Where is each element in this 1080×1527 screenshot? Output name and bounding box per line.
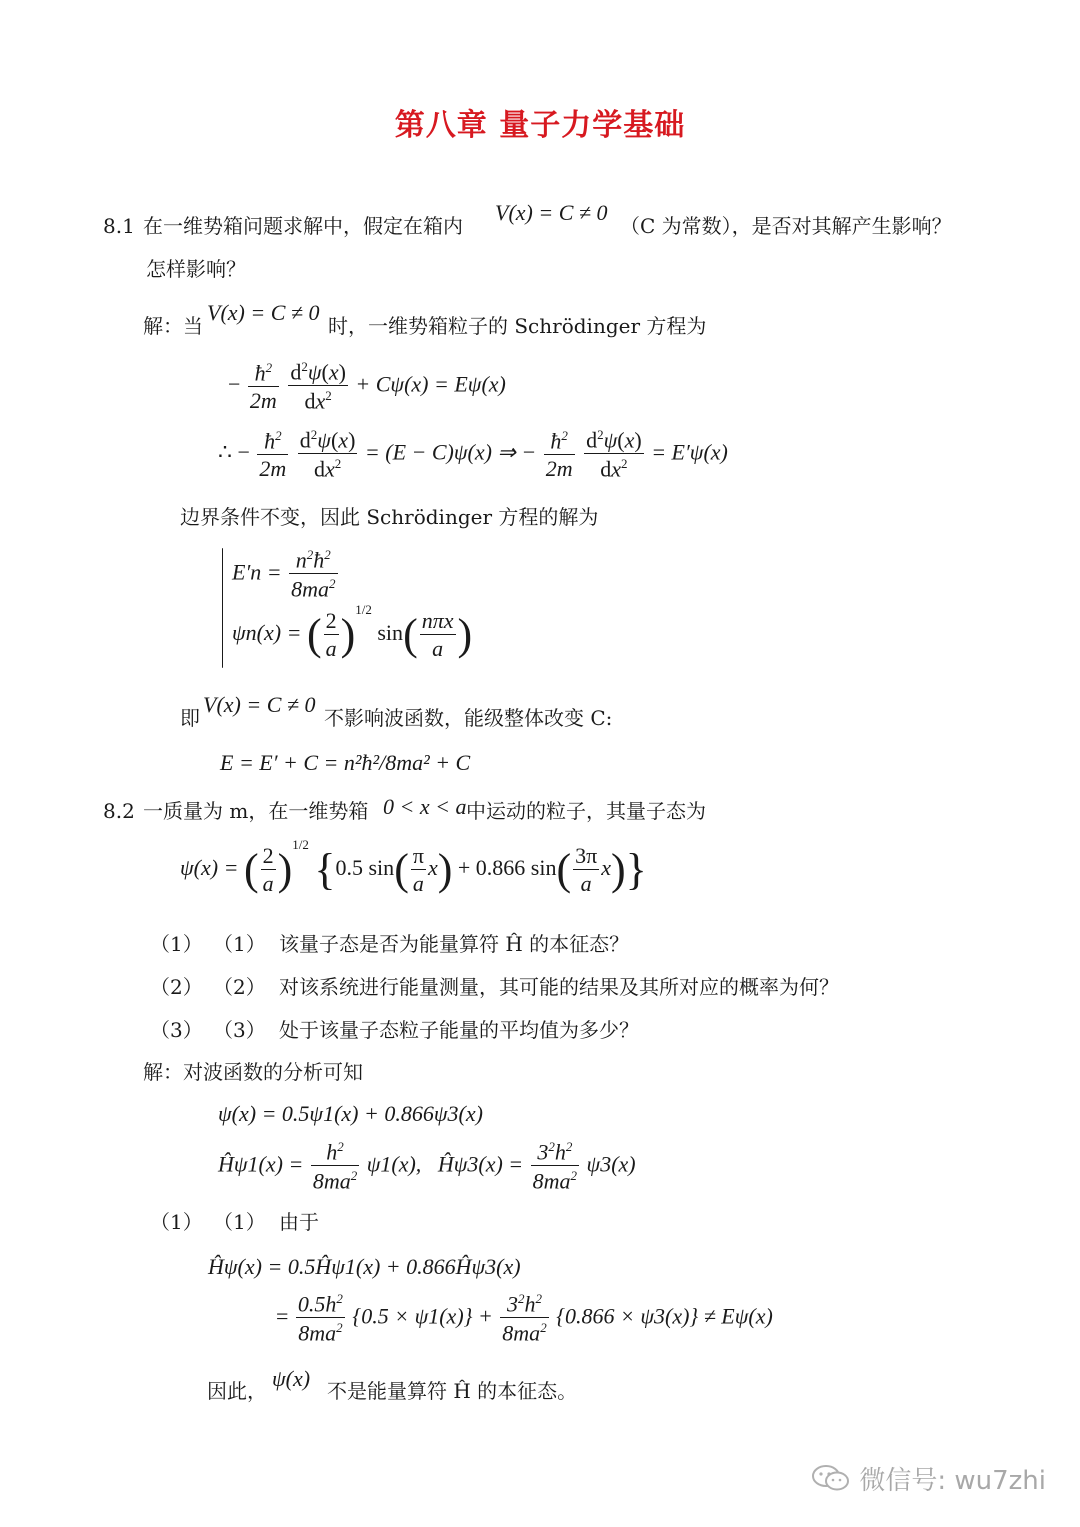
hamiltonian-action: Ĥψ(x) = 0.5Ĥψ1(x) + 0.866Ĥψ3(x): [208, 1254, 521, 1279]
final-prefix: 因此，: [207, 1379, 267, 1403]
equals-sign: =: [276, 1303, 289, 1329]
wechat-watermark: [811, 1460, 1046, 1500]
condition-formula: V(x) = C ≠ 0: [207, 300, 320, 325]
wechat-icon: [811, 1463, 851, 1500]
item-number: （2）: [150, 975, 203, 999]
range-formula: 0 < x < a: [383, 794, 467, 819]
question-text: 一质量为 m，在一维势箱: [143, 799, 369, 823]
watermark-text: 微信号: wu7zhi: [859, 1466, 1046, 1496]
system-brace: [222, 548, 223, 668]
equation-end: = E′ψ(x): [651, 439, 728, 465]
result-term-2: {0.866 × ψ3(x)} ≠ Eψ(x): [556, 1303, 773, 1329]
therefore-symbol: ∴ −: [218, 439, 250, 465]
energy-lhs: E′n =: [232, 559, 282, 585]
question-number: 8.1: [103, 214, 135, 238]
conclusion-text: 不影响波函数，能级整体改变 C:: [324, 706, 613, 730]
h1-lhs: Ĥψ1(x) =: [218, 1151, 304, 1177]
conclusion-label: 即: [180, 706, 200, 730]
wave-term-1: 0.5 sin: [335, 855, 395, 881]
sin-function: sin: [377, 620, 404, 646]
question-text: （C 为常数），是否对其解产生影响？: [620, 214, 952, 238]
hamiltonian-result: = $\frac{0.5h^2}{8ma^2}$ {0.5 × ψ1(x)} + $\frac{3^2h^2}{8ma^2}$ {0.866 × ψ3(x)} ≠ Eψ(x): [276, 1291, 773, 1346]
item-number: （2）: [213, 975, 266, 999]
item-text: 该量子态是否为能量算符 Ĥ 的本征态？: [279, 932, 630, 956]
item-number: （1）: [150, 932, 203, 956]
item-text: 对该系统进行能量测量，其可能的结果及其所对应的概率为何？: [279, 975, 839, 999]
item-text: 由于: [279, 1210, 319, 1234]
schrodinger-equation: − $\frac{ħ^2}{2m}$ $\frac{d^2\psi(x)}{dx^2}$ + Cψ(x) = Eψ(x): [228, 359, 506, 414]
condition-formula: V(x) = C ≠ 0: [203, 692, 316, 717]
final-text: 不是能量算符 Ĥ 的本征态。: [327, 1379, 578, 1403]
item-number: （3）: [150, 1018, 203, 1042]
question-number: 8.2: [103, 799, 135, 823]
item-number: （1）: [150, 1210, 203, 1234]
equation-middle: = (E − C)ψ(x) ⇒ −: [364, 439, 537, 465]
solution-text: 时，一维势箱粒子的 Schrödinger 方程为: [328, 314, 707, 338]
wave-term-2: + 0.866 sin: [457, 855, 557, 881]
h3-lhs: Ĥψ3(x) =: [437, 1151, 524, 1177]
question-text: 在一维势箱问题求解中，假定在箱内: [143, 214, 463, 238]
wavefunction-equation: ψ(x) = ( $\frac{2}{a}$ )$^{1/2}$ {0.5 sin( $\frac{\pi}{a}$ x) + 0.866 sin( $\frac{3\pi}{a}$ x)}: [180, 836, 647, 896]
condition-formula: V(x) = C ≠ 0: [495, 200, 608, 225]
question-text: 怎样影响？: [146, 257, 246, 281]
boundary-text: 边界条件不变，因此 Schrödinger 方程的解为: [180, 505, 599, 529]
item-text: 处于该量子态粒子能量的平均值为多少？: [279, 1018, 639, 1042]
final-psi: ψ(x): [272, 1366, 311, 1391]
wavefunction-solution: ψn(x) = ( $\frac{2}{a}$ )$^{1/2}$ sin( $\frac{\text{nπx}}{a}$ ): [232, 601, 473, 661]
h1-rhs: ψ1(x),: [366, 1151, 422, 1177]
wavefunction-lhs: ψn(x) =: [232, 620, 302, 646]
question-text: 中运动的粒子，其量子态为: [466, 799, 706, 823]
hamiltonian-equations: Ĥψ1(x) = $\frac{h^2}{8ma^2}$ ψ1(x), Ĥψ3(x) = $\frac{3^2h^2}{8ma^2}$ ψ3(x): [218, 1139, 636, 1194]
wavefunction-lhs: ψ(x) =: [180, 855, 239, 881]
energy-solution: E′n = $\frac{n^2ħ^2}{8ma^2}$: [232, 547, 336, 602]
h3-rhs: ψ3(x): [586, 1151, 636, 1177]
item-number: （3）: [213, 1018, 266, 1042]
transformed-equation: ∴ − $\frac{ħ^2}{2m}$ $\frac{d^2\psi(x)}{dx^2}$ = (E − C)ψ(x) ⇒ − $\frac{ħ^2}{2m}$ $\frac{d^2\psi(x)}{dx^2}$ = E′ψ(x): [218, 427, 728, 482]
result-term-1: {0.5 × ψ1(x)} +: [352, 1303, 493, 1329]
item-number: （1）: [213, 932, 266, 956]
page-title: 第八章 量子力学基础: [394, 108, 686, 143]
equation-rest: + Cψ(x) = Eψ(x): [355, 371, 506, 397]
solution-label: 解：当: [143, 314, 203, 338]
solution-text: 解：对波函数的分析可知: [143, 1060, 363, 1084]
item-number: （1）: [213, 1210, 266, 1234]
expansion-equation: ψ(x) = 0.5ψ1(x) + 0.866ψ3(x): [218, 1101, 483, 1126]
energy-equation: E = E′ + C = n²ħ²/8ma² + C: [220, 750, 471, 775]
